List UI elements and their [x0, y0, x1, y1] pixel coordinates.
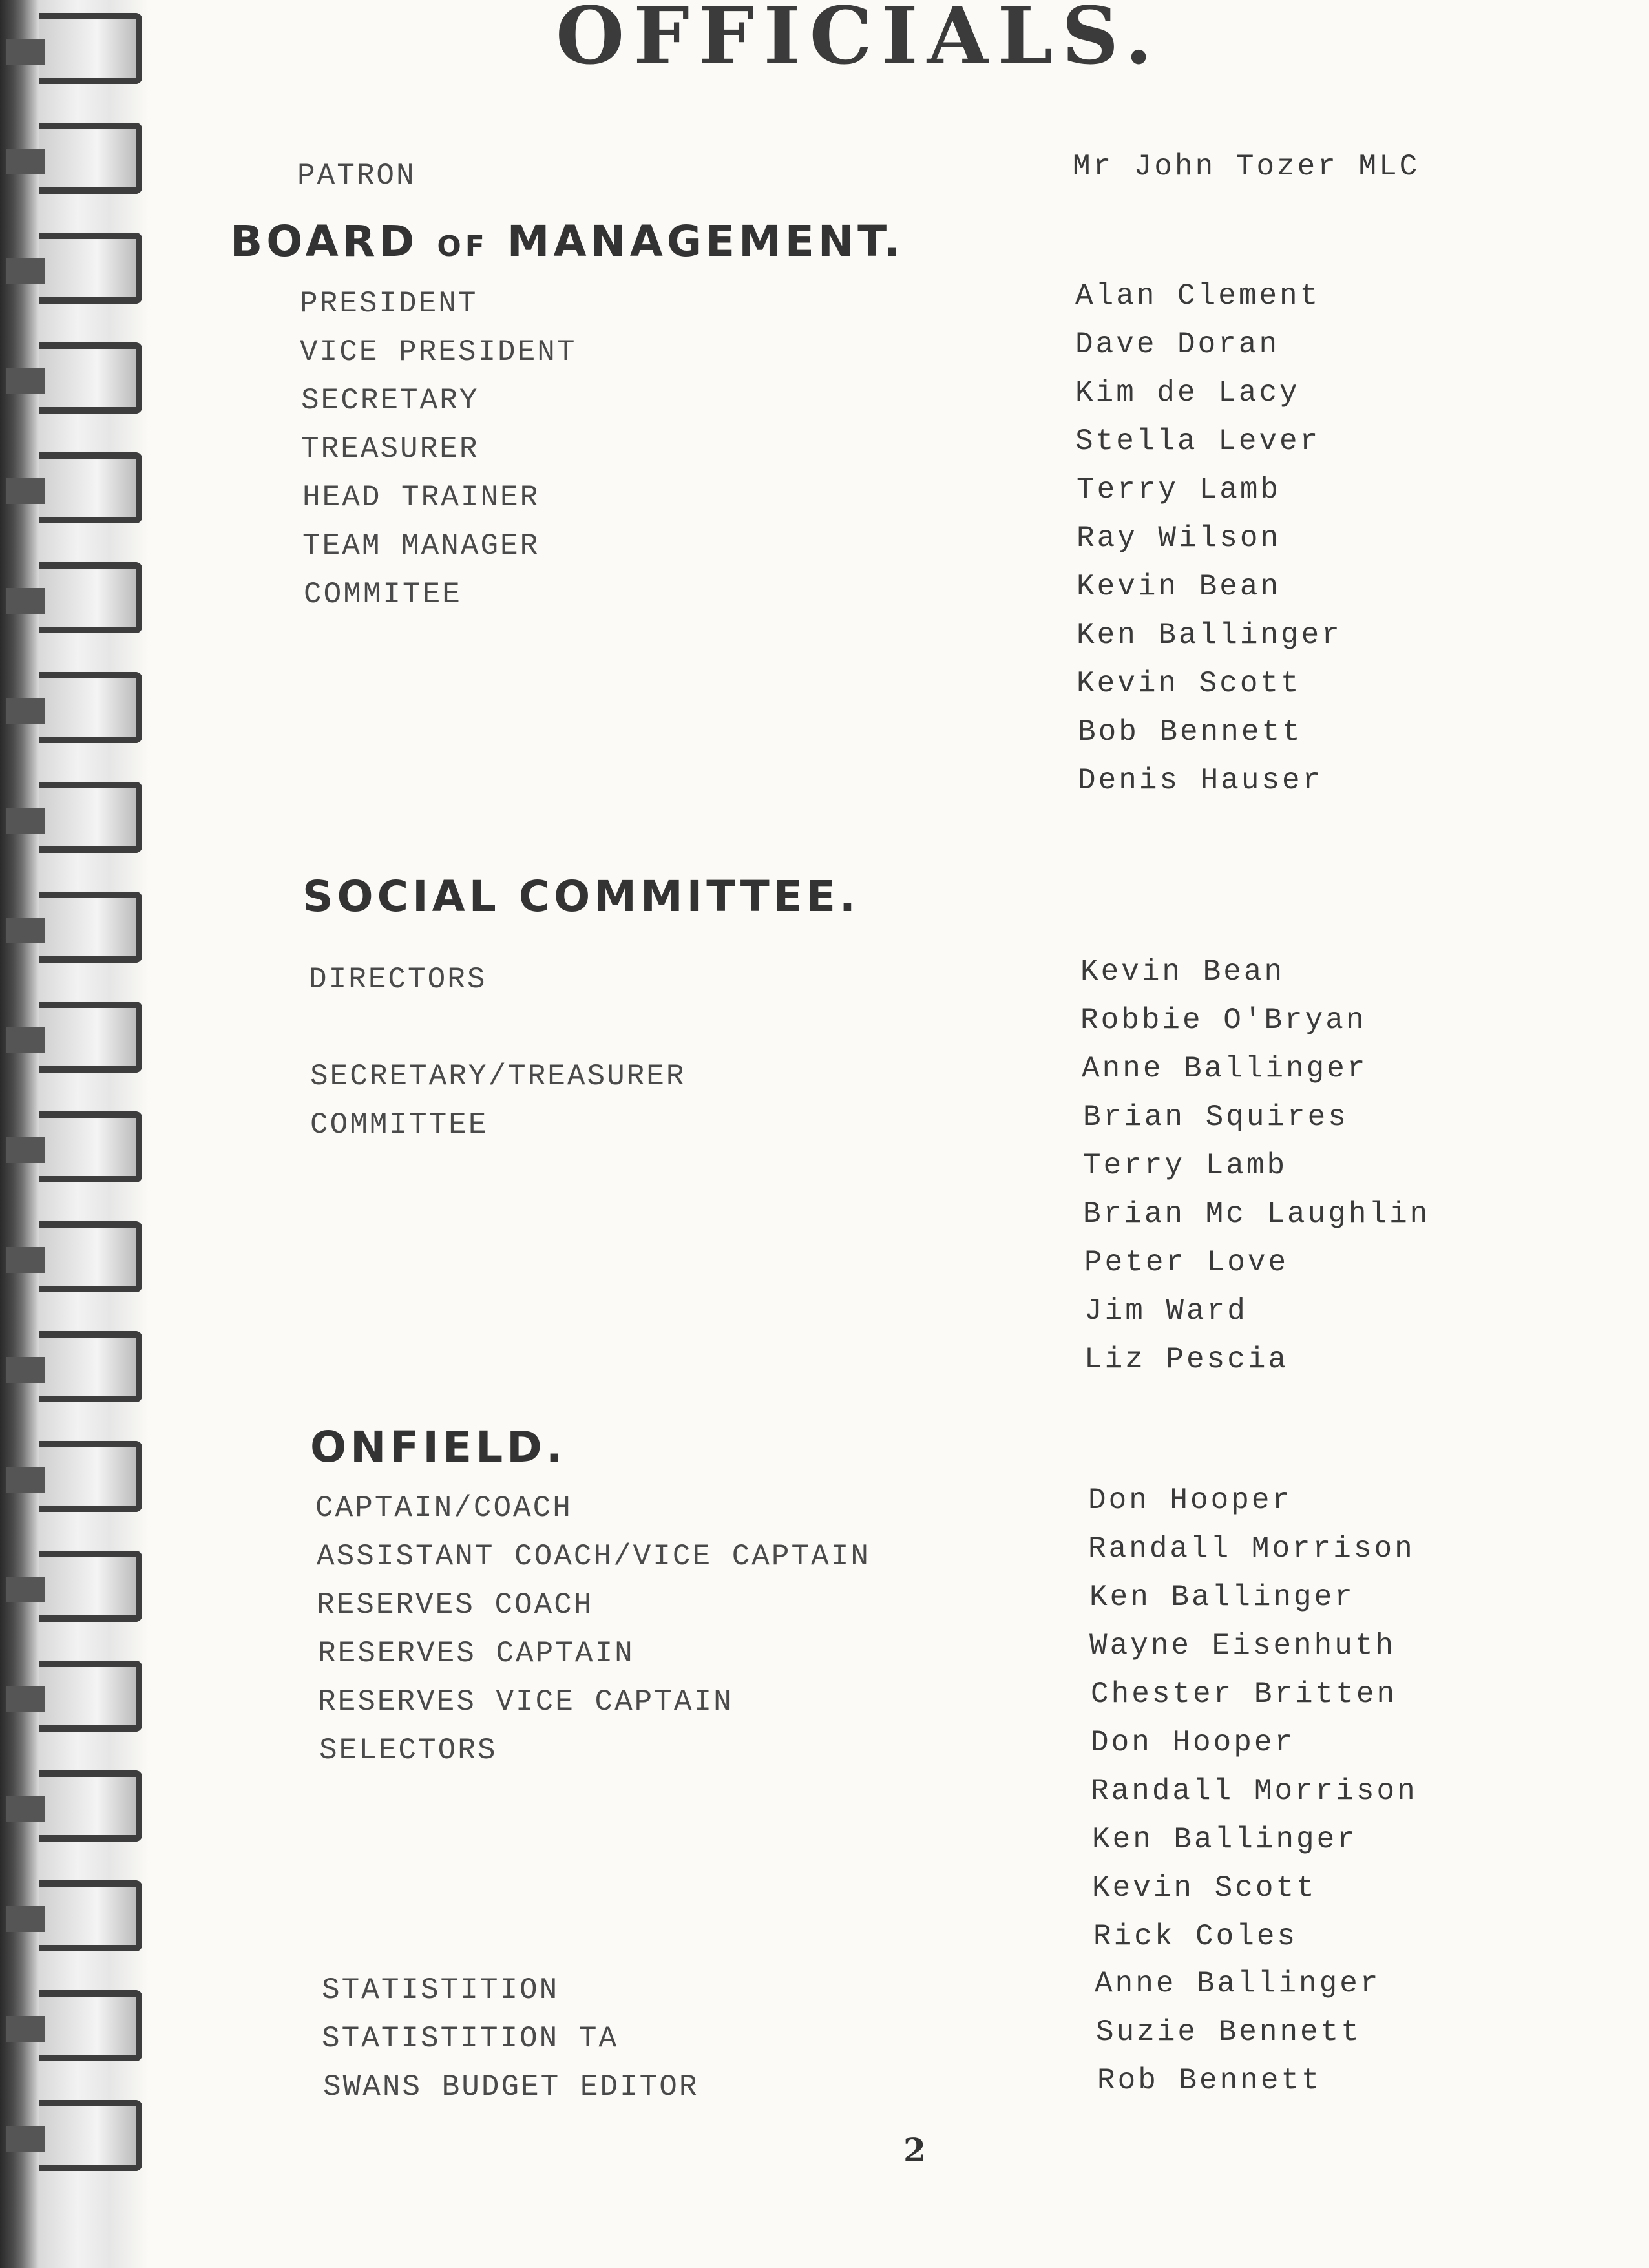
social-member-name: Brian Squires — [1083, 1100, 1349, 1134]
binding-ring — [39, 1441, 142, 1512]
binding-ring — [39, 452, 142, 523]
social-member-name: Peter Love — [1084, 1246, 1289, 1279]
binding-ring — [39, 672, 142, 743]
onfield-member-name: Wayne Eisenhuth — [1089, 1629, 1396, 1663]
binding-ring — [39, 562, 142, 633]
spiral-binding — [0, 0, 149, 2268]
binding-ring — [39, 1661, 142, 1732]
onfield-role-label: CAPTAIN/COACH — [315, 1491, 572, 1525]
board-heading-part1: BOARD — [230, 216, 419, 266]
binding-ring — [39, 1770, 142, 1842]
onfield-role-label: RESERVES VICE CAPTAIN — [318, 1685, 733, 1719]
binding-ring — [39, 1331, 142, 1402]
board-member-name: Dave Doran — [1075, 328, 1280, 361]
binding-ring — [39, 233, 142, 304]
onfield-role-label: ASSISTANT COACH/VICE CAPTAIN — [317, 1540, 870, 1573]
board-member-name: Kevin Scott — [1077, 667, 1301, 700]
onfield-member-name: Don Hooper — [1091, 1726, 1296, 1759]
board-member-name: Bob Bennett — [1078, 715, 1303, 749]
board-role-label: VICE PRESIDENT — [300, 335, 577, 369]
onfield-member-name: Rick Coles — [1093, 1920, 1298, 1953]
social-role-label: DIRECTORS — [309, 963, 487, 996]
onfield-member-name: Chester Britten — [1091, 1677, 1398, 1711]
onfield-member-name: Ken Ballinger — [1089, 1580, 1355, 1614]
social-committee-heading: SOCIAL COMMITTEE. — [302, 872, 859, 921]
board-member-name: Ray Wilson — [1077, 521, 1281, 555]
board-member-name: Alan Clement — [1075, 279, 1321, 313]
board-role-label: TEAM MANAGER — [302, 529, 540, 563]
social-member-name: Kevin Bean — [1080, 955, 1285, 989]
onfield-role-label: RESERVES COACH — [317, 1588, 594, 1622]
social-role-label: COMMITTEE — [310, 1108, 488, 1142]
onfield-member-name: Randall Morrison — [1091, 1774, 1418, 1808]
board-role-label: HEAD TRAINER — [302, 481, 540, 514]
board-role-label: PRESIDENT — [300, 287, 478, 320]
board-member-name: Stella Lever — [1075, 425, 1321, 458]
binding-ring — [39, 1111, 142, 1182]
onfield-member-name: Don Hooper — [1088, 1484, 1293, 1517]
board-member-name: Kim de Lacy — [1075, 376, 1300, 410]
social-member-name: Terry Lamb — [1083, 1149, 1288, 1182]
binding-ring — [39, 1880, 142, 1951]
board-member-name: Ken Ballinger — [1077, 618, 1342, 652]
page-number: 2 — [903, 2131, 926, 2169]
board-role-label: SECRETARY — [301, 384, 479, 417]
binding-ring — [39, 892, 142, 963]
stats-member-name: Anne Ballinger — [1095, 1967, 1381, 2000]
onfield-role-label: RESERVES CAPTAIN — [318, 1637, 635, 1670]
binding-ring — [39, 1002, 142, 1073]
binding-ring — [39, 1551, 142, 1622]
board-member-name: Terry Lamb — [1077, 473, 1281, 507]
onfield-member-name: Ken Ballinger — [1092, 1823, 1358, 1856]
stats-role-label: STATISTITION TA — [322, 2022, 619, 2055]
social-member-name: Liz Pescia — [1084, 1343, 1289, 1376]
board-role-label: TREASURER — [301, 432, 479, 466]
board-member-name: Kevin Bean — [1077, 570, 1281, 604]
stats-member-name: Suzie Bennett — [1096, 2015, 1361, 2049]
social-role-label: SECRETARY/TREASURER — [310, 1060, 686, 1093]
page-title: OFFICIALS. — [556, 0, 1162, 82]
binding-ring — [39, 782, 142, 853]
stats-role-label: STATISTITION — [322, 1973, 560, 2007]
social-member-name: Anne Ballinger — [1082, 1052, 1368, 1086]
binding-ring — [39, 123, 142, 194]
social-member-name: Robbie O'Bryan — [1080, 1003, 1367, 1037]
binding-ring — [39, 1990, 142, 2061]
binding-ring — [39, 2100, 142, 2171]
stats-member-name: Rob Bennett — [1097, 2064, 1322, 2097]
social-member-name: Jim Ward — [1084, 1294, 1248, 1328]
binding-ring — [39, 13, 142, 84]
stats-role-label: SWANS BUDGET EDITOR — [323, 2070, 699, 2104]
social-member-name: Brian Mc Laughlin — [1083, 1197, 1431, 1231]
onfield-member-name: Randall Morrison — [1088, 1532, 1415, 1566]
board-member-name: Denis Hauser — [1078, 764, 1323, 797]
onfield-member-name: Kevin Scott — [1092, 1871, 1317, 1905]
binding-ring — [39, 342, 142, 414]
board-role-label: COMMITEE — [304, 578, 462, 611]
patron-name: Mr John Tozer MLC — [1073, 150, 1420, 184]
board-heading-of: OF — [437, 230, 488, 263]
binding-ring — [39, 1221, 142, 1292]
onfield-role-label: SELECTORS — [319, 1734, 498, 1767]
board-heading-part2: MANAGEMENT. — [507, 216, 905, 266]
patron-label: PATRON — [297, 159, 416, 193]
onfield-heading: ONFIELD. — [310, 1422, 566, 1472]
board-heading — [230, 216, 904, 273]
